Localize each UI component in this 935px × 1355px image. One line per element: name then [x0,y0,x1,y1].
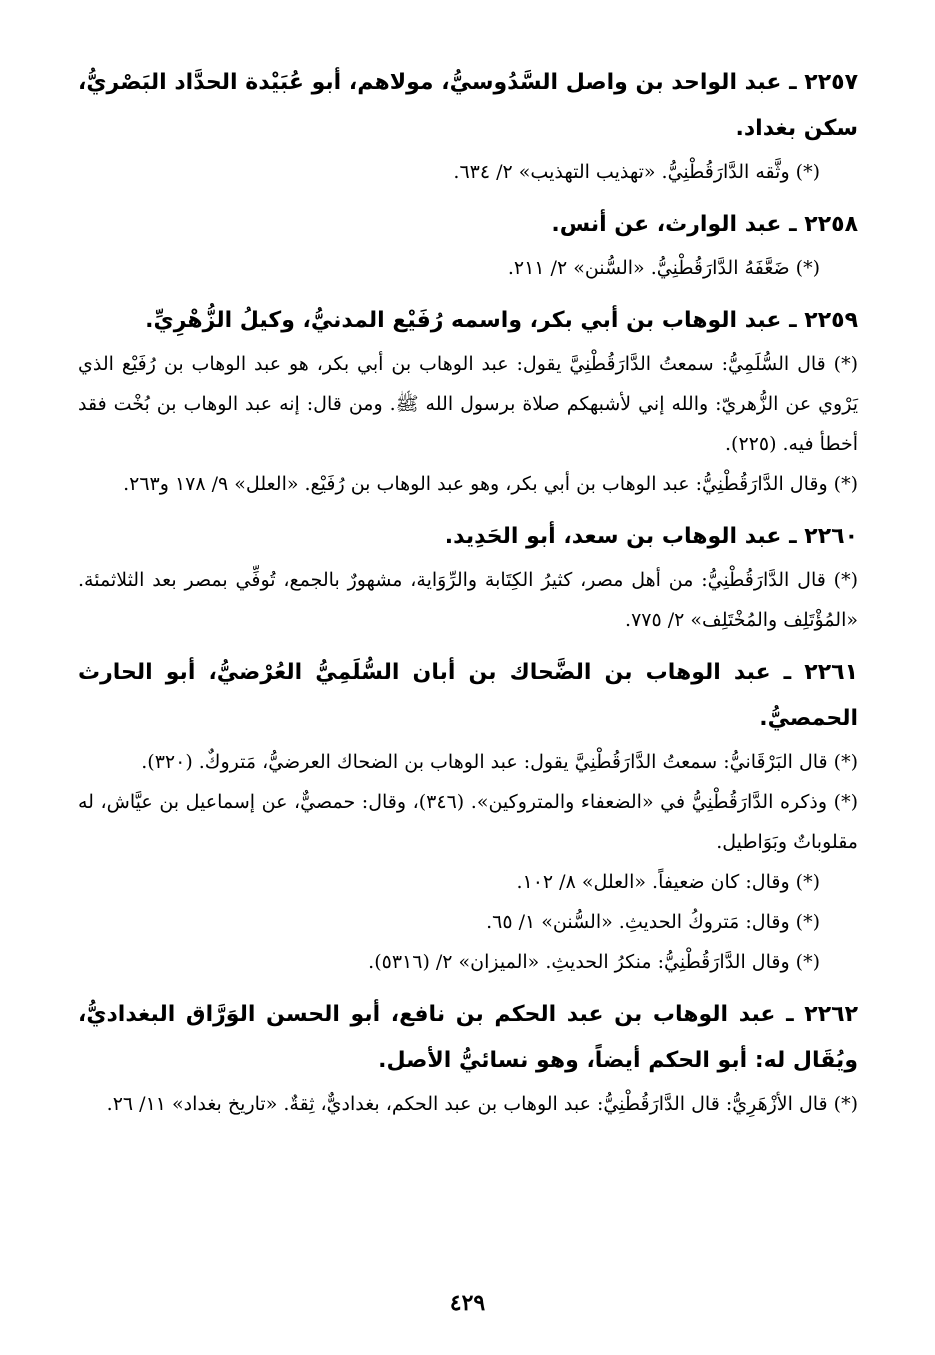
entry-paragraph: (*) قال السُّلَمِيُّ: سمعتُ الدَّارَقُطْنِيَّ يقول: عبد الوهاب بن أبي بكر، هو عبد الوهاب بن رُفَيْع الذي يَرْوي عن الزُّهريّ: والله إني لأشبهكم صلاة برسول الله ﷺ. ومن قال: إنه عبد الوهاب بن بُخْت فقد أخطأ فيه. (٢٢٥). [78,353,858,455]
entry-heading: ٢٢٦٠ ـ عبد الوهاب بن سعد، أبو الحَدِيد. [444,524,858,549]
page-number: ٤٢٩ [449,1290,486,1316]
entry-paragraph: (*) قال البَرْقَانيُّ: سمعتُ الدَّارَقُطْنِيَّ يقول: عبد الوهاب بن الضحاك العرضيُّ، مَتروكٌ. (٣٢٠). [141,751,858,773]
entry-paragraph: (*) ضَعَّفَهُ الدَّارَقُطْنِيُّ. «السُّنن» ٢/ ٢١١. [507,257,820,279]
entry-paragraph: (*) قال الأزْهَرِيُّ: قال الدَّارَقُطْنِيُّ: عبد الوهاب بن عبد الحكم، بغداديٌّ، ثِقةٌ. «تاريخ بغداد» ١١/ ٢٦. [106,1093,858,1115]
entry-2259 [78,298,858,504]
entry-2261 [78,650,858,982]
entry-heading: ٢٢٥٨ ـ عبد الوارث، عن أنس. [551,212,858,237]
entry-heading: ٢٢٦١ ـ عبد الوهاب بن الضَّحاك بن أبان السُّلَمِيُّ العُرْضيُّ، أبو الحارث الحمصيُّ. [78,660,858,731]
entry-paragraph: (*) وقال: كان ضعيفاً. «العلل» ٨/ ١٠٢. [516,871,820,893]
entry-paragraph: (*) وثَّقه الدَّارَقُطْنِيُّ. «تهذيب التهذيب» ٢/ ٦٣٤. [453,161,820,183]
entry-paragraph: (*) وقال الدَّارَقُطْنِيُّ: منكرُ الحديثِ. «الميزان» ٢/ (٥٣١٦). [368,951,820,973]
entry-heading: ٢٢٥٧ ـ عبد الواحد بن واصل السَّدُوسيُّ، مولاهم، أبو عُبَيْدة الحدَّاد البَصْريُّ، سكن بغداد. [78,70,858,141]
entry-2262 [78,992,858,1124]
document-page [78,60,858,1134]
entry-2258 [78,202,858,288]
entry-paragraph: (*) قال الدَّارَقُطْنِيُّ: من أهل مصر، كثيرُ الكِتَابة والرِّوَاية، مشهورٌ بالجمع، تُوفِّي بمصر بعد الثلاثمئة. «المُؤْتَلِف والمُخْتَلِف» ٢/ ٧٧٥. [78,569,858,631]
entry-2260 [78,514,858,640]
entry-paragraph: (*) وقال: مَتروكُ الحديثِ. «السُّنن» ١/ ٦٥. [486,911,820,933]
entry-2257 [78,60,858,192]
entry-heading: ٢٢٦٢ ـ عبد الوهاب بن عبد الحكم بن نافع، أبو الحسن الوَرَّاق البغداديُّ، ويُقَال له: أبو الحكم أيضاً، وهو نسائيُّ الأصل. [78,1002,858,1073]
entry-paragraph: (*) وذكره الدَّارَقُطْنِيُّ في «الضعفاء والمتروكين». (٣٤٦)، وقال: حمصيٌّ، عن إسماعيل بن عيَّاش، له مقلوباتٌ وبَوَاطيل. [78,791,858,853]
entry-paragraph: (*) وقال الدَّارَقُطْنِيُّ: عبد الوهاب بن أبي بكر، وهو عبد الوهاب بن رُفَيْع. «العلل» ٩/ ١٧٨ و٢٦٣. [123,473,858,495]
entry-heading: ٢٢٥٩ ـ عبد الوهاب بن أبي بكر، واسمه رُفَيْع المدنيُّ، وكيلُ الزُّهْرِيِّ. [145,308,858,333]
